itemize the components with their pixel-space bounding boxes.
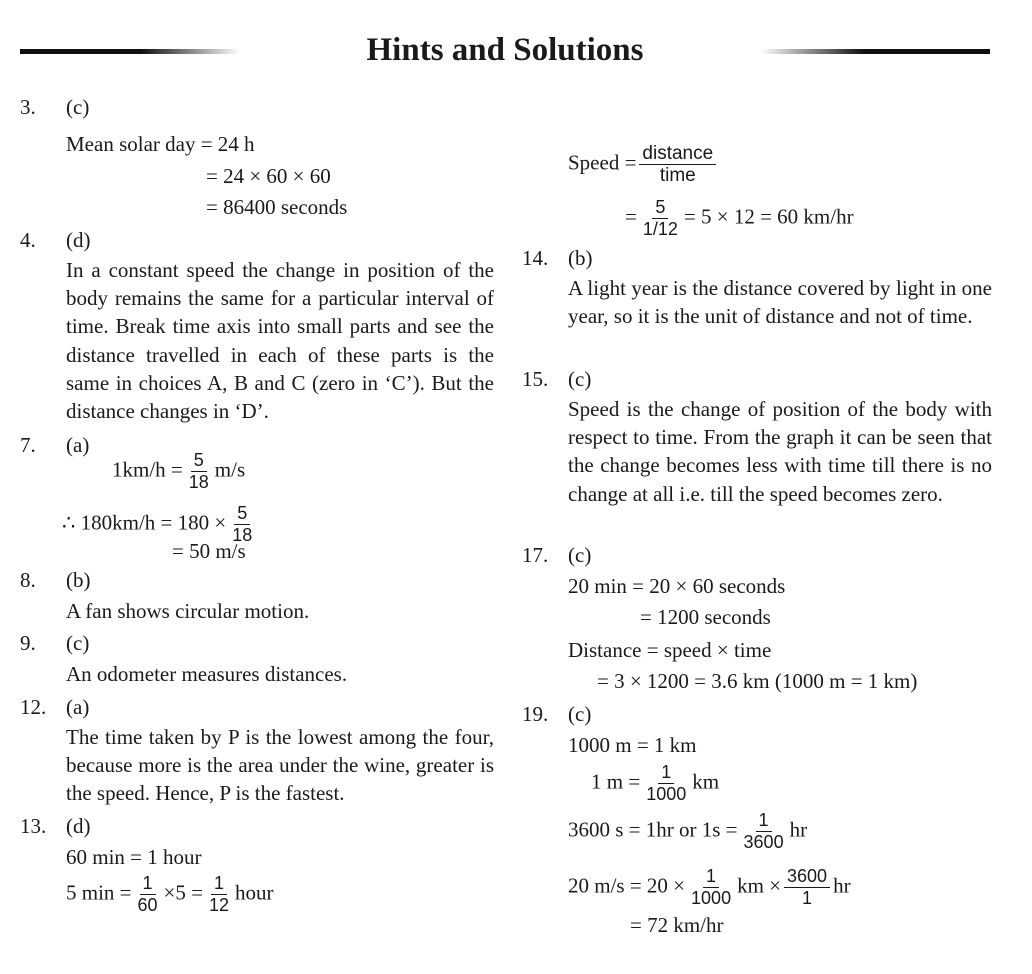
question-number: 4. bbox=[20, 228, 36, 252]
fraction bbox=[135, 873, 161, 916]
question-number: 17. bbox=[522, 543, 549, 567]
q19-l4-unit: hr bbox=[833, 873, 851, 898]
speed-lhs: Speed = bbox=[568, 150, 637, 175]
q3-line-1: Mean solar day = 24 h bbox=[66, 132, 255, 156]
answer-option: (d) bbox=[66, 814, 91, 838]
fraction-numerator: 1 bbox=[703, 866, 719, 888]
q8-explanation: A fan shows circular motion. bbox=[66, 599, 310, 623]
q19-line-1: 1000 m = 1 km bbox=[568, 733, 697, 757]
q17-line-3: Distance = speed × time bbox=[568, 638, 772, 662]
q13-line-1: 60 min = 1 hour bbox=[66, 845, 202, 869]
fraction-numerator: 5 bbox=[652, 197, 668, 219]
question-number: 19. bbox=[522, 702, 549, 726]
answer-option: (c) bbox=[568, 543, 592, 567]
q19-l4-lhs: 20 m/s = 20 × bbox=[568, 873, 686, 898]
q19-l2-lhs: 1 m = bbox=[591, 769, 641, 794]
q7-l2-lhs: ∴ 180km/h = 180 × bbox=[62, 510, 227, 535]
fraction-numerator: 1 bbox=[211, 873, 227, 895]
q12-explanation: The time taken by P is the lowest among the four, because more is the area under the wine, greater is the speed. Hence, P is the fastest. bbox=[66, 725, 494, 806]
q19-line-3 bbox=[568, 810, 807, 853]
fraction-numerator: 3600 bbox=[784, 866, 830, 888]
fraction bbox=[639, 143, 716, 186]
answer-option: (d) bbox=[66, 228, 91, 252]
answer-option: (c) bbox=[568, 367, 592, 391]
answer-option: (a) bbox=[66, 433, 90, 457]
q19-l2-unit: km bbox=[692, 769, 720, 794]
fraction-denominator: 1000 bbox=[646, 784, 687, 804]
q13-line-2 bbox=[66, 873, 274, 916]
fraction-denominator: 18 bbox=[188, 472, 209, 492]
q14-explanation: A light year is the distance covered by light in one year, so it is the unit of distance and not of time. bbox=[568, 276, 992, 329]
fraction-denominator: 12 bbox=[208, 895, 230, 915]
q19-line-2 bbox=[591, 762, 719, 805]
q19-l4-mid: km × bbox=[737, 873, 782, 898]
speed-line-2 bbox=[625, 197, 854, 240]
answer-option: (b) bbox=[568, 246, 593, 270]
fraction bbox=[206, 873, 232, 916]
question-number: 14. bbox=[522, 246, 549, 270]
q7-l1-lhs: 1km/h = bbox=[112, 457, 183, 482]
question-number: 15. bbox=[522, 367, 549, 391]
q19-l3-unit: hr bbox=[789, 817, 808, 842]
q13-l2-lhs: 5 min = bbox=[66, 880, 132, 905]
q7-l1-unit: m/s bbox=[214, 457, 246, 482]
fraction-numerator: 1 bbox=[140, 873, 156, 895]
q15-explanation: Speed is the change of position of the body with respect to time. From the graph it can be seen that the change becomes less with time till there is no change at all i.e. till the speed becomes zero. bbox=[568, 397, 992, 506]
fraction-denominator: 60 bbox=[137, 895, 158, 915]
q13-l2-unit: hour bbox=[235, 880, 274, 905]
fraction bbox=[643, 762, 689, 805]
fraction-denominator: 18 bbox=[232, 525, 253, 545]
answer-option: (b) bbox=[66, 568, 91, 592]
question-number: 13. bbox=[20, 814, 47, 838]
q19-l3-lhs: 3600 s = 1hr or 1s = bbox=[568, 817, 738, 842]
fraction-numerator: distance bbox=[639, 143, 716, 165]
answer-option: (c) bbox=[66, 631, 90, 655]
fraction bbox=[186, 450, 212, 493]
fraction-denominator: 1 bbox=[802, 888, 813, 908]
speed-l2-rest: = 5 × 12 = 60 km/hr bbox=[683, 204, 854, 229]
q3-line-3: = 86400 seconds bbox=[206, 195, 348, 219]
q7-line-3: = 50 m/s bbox=[172, 539, 246, 563]
fraction bbox=[640, 197, 681, 240]
fraction bbox=[688, 866, 734, 909]
question-number: 3. bbox=[20, 95, 36, 119]
fraction-denominator: 3600 bbox=[743, 832, 784, 852]
question-number: 8. bbox=[20, 568, 36, 592]
q19-line-4 bbox=[568, 866, 851, 909]
q13-l2-mid: ×5 = bbox=[163, 880, 203, 905]
q17-line-4: = 3 × 1200 = 3.6 km (1000 m = 1 km) bbox=[597, 669, 918, 693]
fraction-numerator: 1 bbox=[756, 810, 772, 832]
speed-line-1 bbox=[568, 143, 719, 186]
fraction bbox=[784, 866, 830, 909]
q3-line-2: = 24 × 60 × 60 bbox=[206, 164, 331, 188]
header-rule-right bbox=[760, 49, 990, 54]
q9-explanation: An odometer measures distances. bbox=[66, 662, 348, 686]
fraction-denominator: 1000 bbox=[691, 888, 732, 908]
question-number: 7. bbox=[20, 433, 36, 457]
fraction-denominator: time bbox=[659, 165, 696, 186]
answer-option: (c) bbox=[66, 95, 90, 119]
answer-option: (a) bbox=[66, 695, 90, 719]
q7-line-1 bbox=[112, 450, 245, 493]
fraction-numerator: 1 bbox=[658, 762, 674, 784]
q17-line-2: = 1200 seconds bbox=[640, 605, 771, 629]
fraction bbox=[741, 810, 787, 853]
fraction-numerator: 5 bbox=[191, 450, 207, 472]
fraction-denominator: 1/12 bbox=[642, 219, 678, 239]
fraction-numerator: 5 bbox=[234, 503, 250, 525]
q4-explanation: In a constant speed the change in position of the body remains the same for a particular interval of time. Break time axis into small parts and see the distance travelled in each of these parts is the same in choices A, B and C (zero in ‘C’). But the distance changes in ‘D’. bbox=[66, 258, 494, 424]
question-number: 9. bbox=[20, 631, 36, 655]
q19-line-5: = 72 km/hr bbox=[630, 913, 724, 937]
speed-l2-eq: = bbox=[625, 204, 637, 229]
page-title: Hints and Solutions bbox=[366, 32, 644, 68]
question-number: 12. bbox=[20, 695, 47, 719]
answer-option: (c) bbox=[568, 702, 592, 726]
q17-line-1: 20 min = 20 × 60 seconds bbox=[568, 574, 786, 598]
